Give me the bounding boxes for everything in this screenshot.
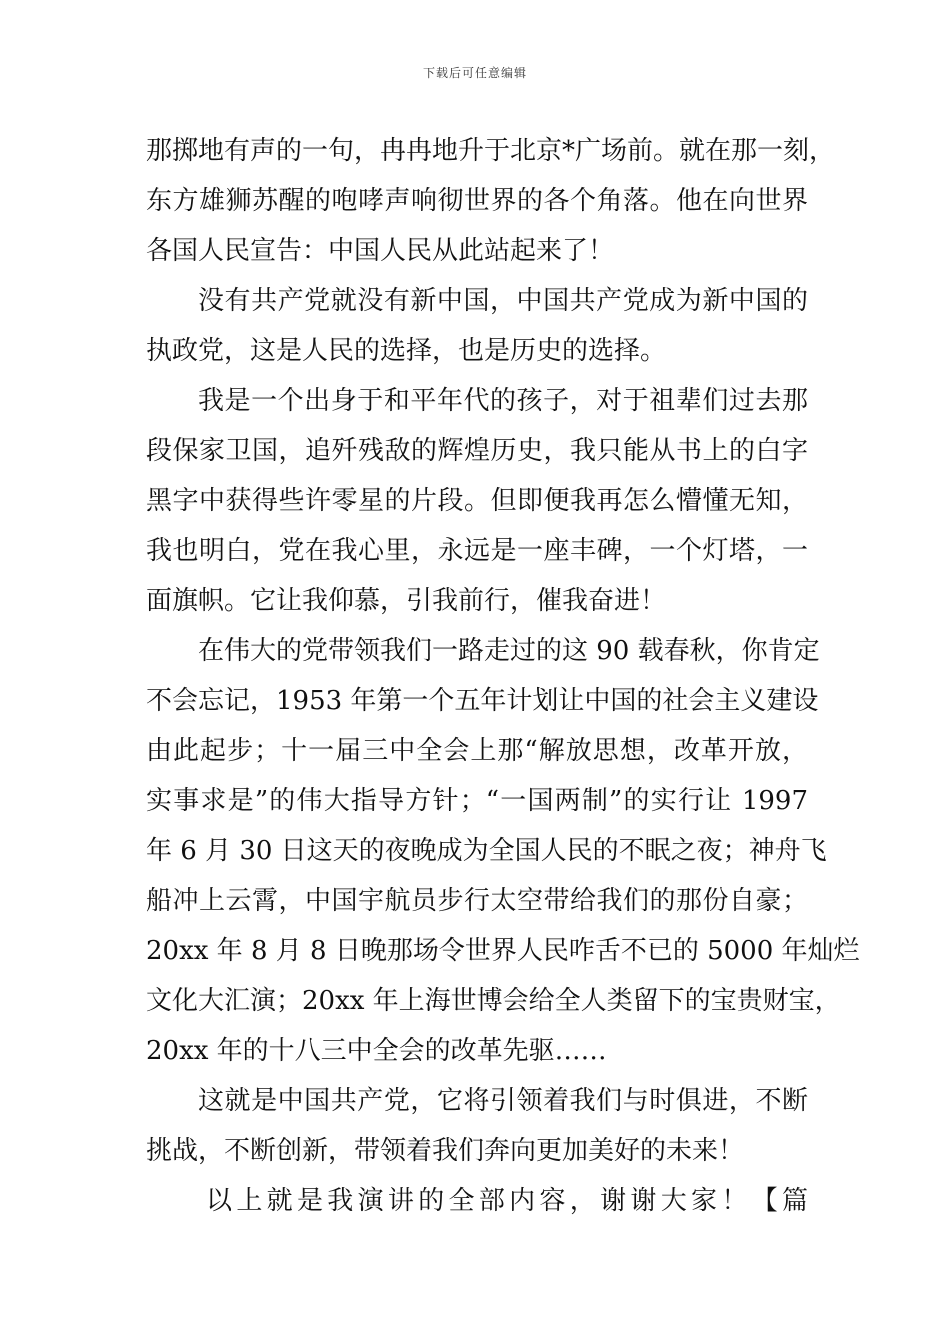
- text-line: 面旗帜。它让我仰慕，引我前行，催我奋进！: [146, 586, 667, 616]
- text-line: 实事求是”的伟大指导方针；“一国两制”的实行让 1997: [146, 786, 808, 816]
- text-line: 没有共产党就没有新中国，中国共产党成为新中国的: [198, 286, 808, 316]
- text-line: 段保家卫国，追歼残敌的辉煌历史，我只能从书上的白字: [146, 436, 808, 466]
- text-line: 以上就是我演讲的全部内容，谢谢大家！【篇: [206, 1186, 808, 1216]
- text-line: 20xx 年 8 月 8 日晚那场令世界人民咋舌不已的 5000 年灿烂: [146, 936, 860, 966]
- text-line: 年 6 月 30 日这天的夜晚成为全国人民的不眠之夜；神舟飞: [146, 836, 827, 866]
- page-header: 下载后可任意编辑: [422, 66, 527, 80]
- text-line: 那掷地有声的一句，冉冉地升于北京*广场前。就在那一刻，: [146, 136, 836, 166]
- text-line: 20xx 年的十八三中全会的改革先驱……: [146, 1036, 607, 1066]
- text-line: 黑字中获得些许零星的片段。但即便我再怎么懵懂无知，: [146, 486, 808, 516]
- text-line: 挑战，不断创新，带领着我们奔向更加美好的未来！: [146, 1136, 745, 1166]
- text-line: 东方雄狮苏醒的咆哮声响彻世界的各个角落。他在向世界: [146, 186, 808, 216]
- text-line: 这就是中国共产党，它将引领着我们与时俱进，不断: [198, 1086, 808, 1116]
- text-line: 各国人民宣告：中国人民从此站起来了！: [146, 236, 615, 266]
- text-line: 执政党，这是人民的选择，也是历史的选择。: [146, 336, 667, 366]
- text-line: 我是一个出身于和平年代的孩子，对于祖辈们过去那: [198, 386, 808, 416]
- text-line: 文化大汇演；20xx 年上海世博会给全人类留下的宝贵财宝，: [146, 986, 841, 1016]
- text-line: 不会忘记，1953 年第一个五年计划让中国的社会主义建设: [146, 686, 819, 716]
- text-line: 船冲上云霄，中国宇航员步行太空带给我们的那份自豪；: [146, 886, 808, 916]
- text-line: 由此起步；十一届三中全会上那“解放思想，改革开放，: [146, 736, 808, 766]
- speech-body: [146, 126, 860, 1226]
- text-line: 我也明白，党在我心里，永远是一座丰碑，一个灯塔，一: [146, 536, 808, 566]
- text-line: 在伟大的党带领我们一路走过的这 90 载春秋，你肯定: [198, 636, 820, 666]
